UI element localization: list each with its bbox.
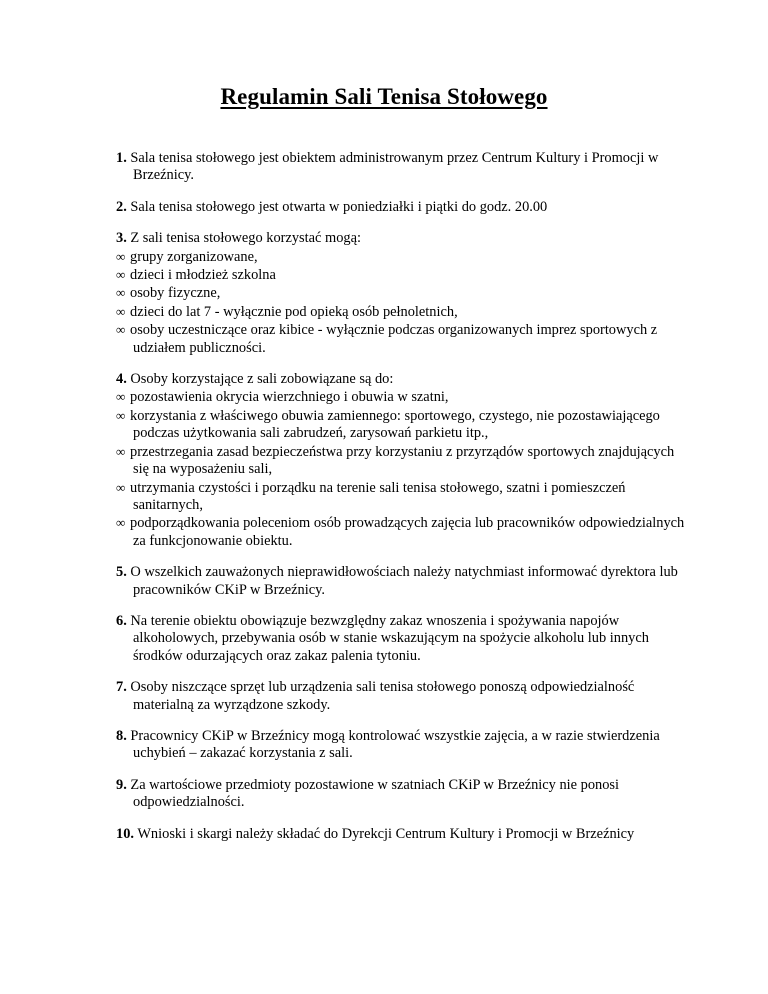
infinity-bullet-icon: ∞ (116, 407, 126, 423)
list-item (116, 284, 686, 302)
rule-number: 10. (116, 825, 134, 842)
list-item-text: pozostawienia okrycia wierzchniego i obuwia w szatni, (130, 389, 449, 406)
rule-paragraph (116, 613, 686, 665)
list-item (116, 266, 686, 284)
rule-text: Wnioski i skargi należy składać do Dyrekcji Centrum Kultury i Promocji w Brzeźnicy (137, 825, 635, 842)
rule-3 (116, 230, 686, 357)
rule-number: 8. (116, 727, 127, 744)
infinity-bullet-icon: ∞ (116, 248, 126, 264)
rule-number: 2. (116, 198, 127, 215)
rule-paragraph (116, 679, 686, 714)
list-item (116, 479, 686, 515)
rule-bullet-list (116, 388, 686, 550)
infinity-bullet-icon: ∞ (116, 285, 126, 301)
list-item (116, 407, 686, 443)
infinity-bullet-icon: ∞ (116, 479, 126, 495)
rule-number: 5. (116, 564, 127, 581)
list-item-text: osoby fizyczne, (130, 285, 221, 302)
rule-number: 9. (116, 776, 127, 793)
rule-7 (116, 679, 686, 714)
list-item (116, 321, 686, 357)
rule-paragraph (116, 150, 686, 185)
infinity-bullet-icon: ∞ (116, 303, 126, 319)
rule-text: Pracownicy CKiP w Brzeźnicy mogą kontrolować wszystkie zajęcia, a w razie stwierdzenia uchybień – zakazać korzystania z sali. (130, 727, 660, 762)
rule-4 (116, 371, 686, 550)
rule-1 (116, 150, 686, 185)
rule-number: 4. (116, 371, 127, 388)
rule-text: O wszelkich zauważonych nieprawidłowościach należy natychmiast informować dyrektora lub pracowników CKiP w Brzeźnicy. (130, 564, 678, 598)
list-item-text: korzystania z właściwego obuwia zamiennego: sportowego, czystego, nie pozostawiającego podczas użytkowania sali zabrudzeń, zarysowań parkietu itp., (130, 407, 660, 442)
list-item-text: utrzymania czystości i porządku na terenie sali tenisa stołowego, szatni i pomieszczeń sanitarnych, (130, 479, 626, 513)
list-item-text: grupy zorganizowane, (130, 248, 258, 265)
rule-6 (116, 613, 686, 665)
rule-number: 1. (116, 150, 127, 166)
infinity-bullet-icon: ∞ (116, 389, 126, 405)
page-title: Regulamin Sali Tenisa Stołowego (220, 84, 548, 109)
rule-2 (116, 199, 686, 216)
infinity-bullet-icon: ∞ (116, 267, 126, 283)
list-item-text: dzieci i młodzież szkolna (130, 267, 276, 284)
rule-bullet-list (116, 248, 686, 357)
rule-paragraph (116, 371, 686, 388)
infinity-bullet-icon: ∞ (116, 322, 126, 338)
list-item-text: osoby uczestniczące oraz kibice - wyłącznie podczas organizowanych imprez sportowych z udziałem publiczności. (130, 322, 658, 356)
list-item (116, 388, 686, 406)
rule-number: 6. (116, 612, 127, 629)
rule-8 (116, 728, 686, 763)
rule-paragraph (116, 826, 686, 843)
list-item (116, 514, 686, 550)
list-item-text: dzieci do lat 7 - wyłącznie pod opieką osób pełnoletnich, (130, 303, 458, 320)
rule-number: 7. (116, 679, 127, 696)
list-item-text: przestrzegania zasad bezpieczeństwa przy korzystaniu z przyrządów sportowych znajdujących się na wyposażeniu sali, (130, 443, 675, 478)
rule-5 (116, 564, 686, 599)
rule-paragraph (116, 564, 686, 599)
rule-text: Sala tenisa stołowego jest otwarta w poniedziałki i piątki do godz. 20.00 (130, 198, 548, 215)
rule-paragraph (116, 199, 686, 216)
rule-9 (116, 777, 686, 812)
rule-text: Na terenie obiektu obowiązuje bezwzględny zakaz wnoszenia i spożywania napojów alkoholowych, przebywania osób w stanie wskazującym na spożycie alkoholu lub innych środków odurzających oraz zakaz palenia tytoniu. (130, 612, 649, 664)
list-item (116, 303, 686, 321)
infinity-bullet-icon: ∞ (116, 443, 126, 459)
infinity-bullet-icon: ∞ (116, 515, 126, 531)
rule-10 (116, 826, 686, 843)
rule-paragraph (116, 728, 686, 763)
rule-paragraph (116, 777, 686, 812)
list-item (116, 248, 686, 266)
rule-text: Osoby niszczące sprzęt lub urządzenia sali tenisa stołowego ponoszą odpowiedzialność materialną za wyrządzone szkody. (130, 679, 635, 713)
rules-list (116, 150, 686, 857)
rule-text: Za wartościowe przedmioty pozostawione w szatniach CKiP w Brzeźnicy nie ponosi odpowiedzialności. (130, 776, 620, 811)
rule-text: Osoby korzystające z sali zobowiązane są do: (130, 371, 394, 388)
rule-number: 3. (116, 230, 127, 247)
rule-text: Sala tenisa stołowego jest obiektem administrowanym przez Centrum Kultury i Promocji w Brzeźnicy. (130, 150, 659, 184)
list-item (116, 443, 686, 479)
list-item-text: podporządkowania poleceniom osób prowadzących zajęcia lub pracowników odpowiedzialnych za funkcjonowanie obiektu. (130, 515, 685, 549)
rule-paragraph (116, 230, 686, 247)
rule-text: Z sali tenisa stołowego korzystać mogą: (130, 230, 362, 247)
